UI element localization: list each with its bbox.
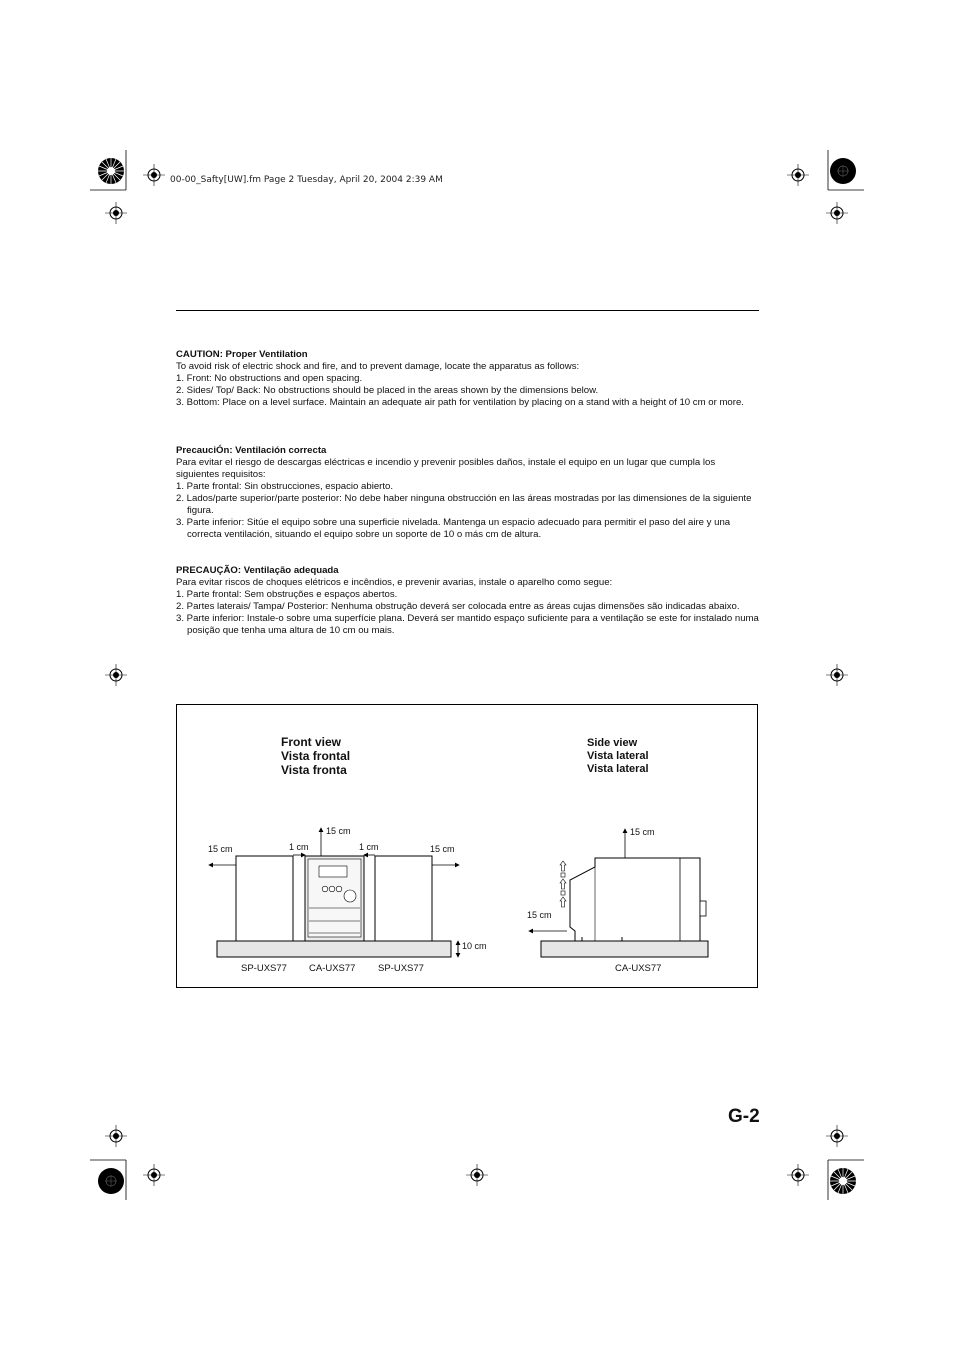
dim-left: 15 cm (208, 844, 233, 854)
title-line: Vista frontal (281, 749, 351, 763)
model-right-speaker: SP-UXS77 (378, 963, 424, 974)
list-item: 2. Partes laterais/ Tampa/ Posterior: Nenhuma obstrução deverá ser colocada entre as áreas cujas dimensões são indicadas abaixo. (176, 601, 740, 612)
section-portuguese (176, 565, 760, 637)
title-line: Vista lateral (587, 763, 649, 775)
dim-gap-left: 1 cm (289, 842, 309, 852)
side-dim-front: 15 cm (527, 910, 552, 920)
list-item: 1. Parte frontal: Sem obstruções e espaços abertos. (176, 589, 398, 600)
title-line: Front view (281, 735, 342, 749)
dim-gap-right: 1 cm (359, 842, 379, 852)
section-heading: PrecauciÓn: Ventilación correcta (176, 445, 327, 456)
title-line: Vista lateral (587, 750, 649, 762)
section-intro: To avoid risk of electric shock and fire, and to prevent damage, locate the apparatus as follows: (176, 361, 580, 372)
page-number: G-2 (728, 1106, 760, 1127)
section-spanish (176, 445, 760, 541)
model-main-unit: CA-UXS77 (309, 963, 356, 974)
airflow-icon (560, 861, 566, 907)
list-item: 3. Parte inferior: Sitúe el equipo sobre una superficie nivelada. Mantenga un espacio adecuado para permitir el paso del aire y una correcta ventilación, situando el equipo sobre un soporte de 10 o más cm de altura. (176, 517, 731, 540)
dim-right: 15 cm (430, 844, 455, 854)
dim-stand: 10 cm (462, 941, 487, 951)
section-heading: PRECAUÇÃO: Ventilação adequada (176, 565, 339, 576)
section-heading: CAUTION: Proper Ventilation (176, 349, 308, 360)
crosshair-icon (143, 164, 165, 186)
title-line: Vista fronta (281, 763, 347, 777)
side-unit (570, 858, 706, 941)
title-line: Side view (587, 737, 638, 749)
right-speaker (375, 856, 432, 941)
stand (217, 941, 451, 957)
side-dim-top: 15 cm (630, 827, 655, 837)
crosshair-icon (105, 202, 127, 224)
model-left-speaker: SP-UXS77 (241, 963, 287, 974)
ventilation-figure (176, 704, 758, 988)
crosshair-icon (143, 1164, 165, 1186)
list-item: 3. Bottom: Place on a level surface. Maintain an adequate air path for ventilation by placing on a stand with a height of 10 cm or more. (176, 397, 744, 408)
section-intro: Para evitar riscos de choques elétricos e incêndios, e prevenir avarias, instale o aparelho como segue: (176, 577, 613, 588)
main-unit (305, 856, 364, 941)
dim-top: 15 cm (326, 826, 351, 836)
file-info-header: 00-00_Safty[UW].fm Page 2 Tuesday, April 20, 2004 2:39 AM (170, 175, 443, 185)
list-item: 2. Lados/parte superior/parte posterior: No debe haber ninguna obstrucción en las áreas mostradas por las dimensiones de la siguiente figura. (176, 493, 752, 516)
crosshair-icon (466, 1164, 488, 1186)
crosshair-icon (826, 202, 848, 224)
top-rule (176, 310, 759, 311)
list-item: 1. Parte frontal: Sin obstrucciones, espacio abierto. (176, 481, 394, 492)
crosshair-icon (105, 1125, 127, 1147)
left-speaker (236, 856, 293, 941)
section-english (176, 349, 760, 409)
crosshair-icon (105, 664, 127, 686)
crosshair-icon (787, 164, 809, 186)
side-stand (541, 941, 708, 957)
crosshair-icon (787, 1164, 809, 1186)
list-item: 2. Sides/ Top/ Back: No obstructions should be placed in the areas shown by the dimensions below. (176, 385, 599, 396)
crosshair-icon (826, 664, 848, 686)
model-side-unit: CA-UXS77 (615, 963, 662, 974)
crosshair-icon (826, 1125, 848, 1147)
list-item: 1. Front: No obstructions and open spacing. (176, 373, 363, 384)
section-intro: Para evitar el riesgo de descargas eléctricas e incendio y prevenir posibles daños, instale el equipo en un lugar que cumpla los siguientes requisitos: (176, 457, 716, 480)
list-item: 3. Parte inferior: Instale-o sobre uma superfície plana. Deverá ser mantido espaço suficiente para a ventilação se este for instalado numa posição que tenha uma altura de 10 cm ou mais. (176, 613, 759, 636)
